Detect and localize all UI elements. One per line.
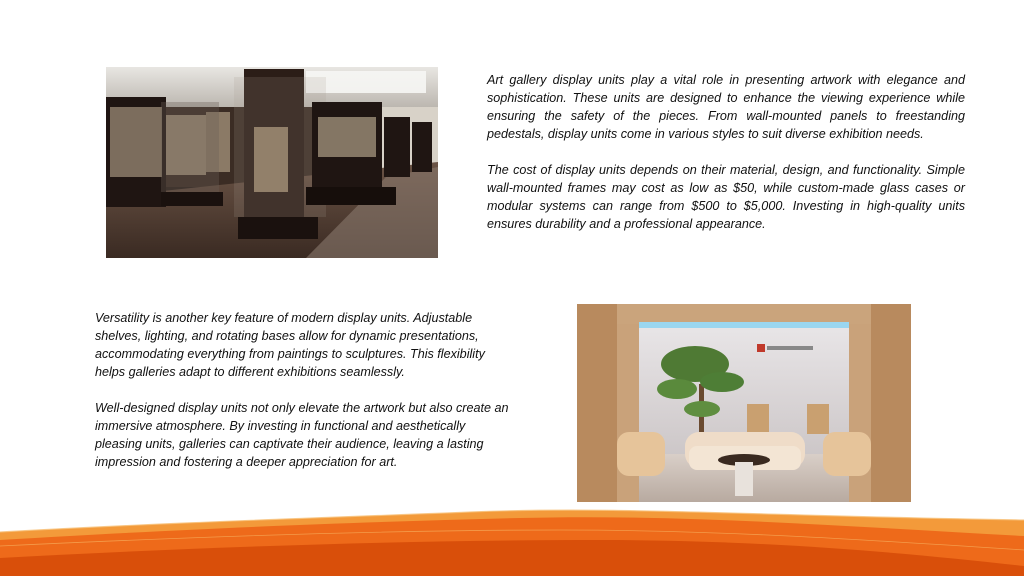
cost-paragraph: The cost of display units depends on their material, design, and functionality. Simple wall-mounted frames may cost as low as $50, while custom-made glass cases or modular systems can range from $500 to $5,000. Investing in high-quality units ensures durability and a professional appearance. <box>487 163 965 231</box>
features-text-block <box>95 309 515 471</box>
lounge-display-photo <box>577 304 911 502</box>
museum-display-photo <box>106 67 438 258</box>
versatility-paragraph: Versatility is another key feature of modern display units. Adjustable shelves, lighting, and rotating bases allow for dynamic presentations, accommodating everything from paintings to sculptures. This flexibility helps galleries adapt to different exhibitions seamlessly. <box>95 311 485 379</box>
orange-wave-decoration <box>0 496 1024 576</box>
intro-text-block <box>487 71 965 233</box>
conclusion-paragraph: Well-designed display units not only elevate the artwork but also create an immersive atmosphere. By investing in functional and aesthetically pleasing units, galleries can captivate their audience, leaving a lasting impression and fostering a deeper appreciation for art. <box>95 401 509 469</box>
intro-paragraph: Art gallery display units play a vital role in presenting artwork with elegance and sophistication. These units are designed to enhance the viewing experience while ensuring the safety of the pieces. From wall-mounted panels to freestanding pedestals, display units come in various styles to suit diverse exhibition needs. <box>487 73 965 141</box>
